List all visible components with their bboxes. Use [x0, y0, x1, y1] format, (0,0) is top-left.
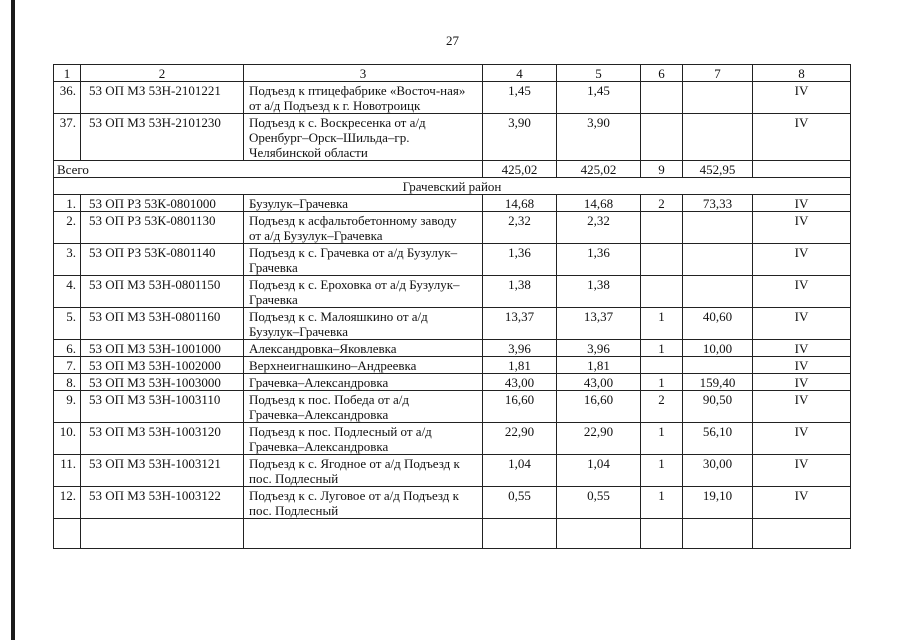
cell-col6: 1	[641, 308, 683, 340]
road-code: 53 ОП МЗ 53Н-1003000	[81, 374, 244, 391]
table-row	[54, 374, 851, 391]
table-row	[54, 212, 851, 244]
cell-col5: 14,68	[557, 195, 641, 212]
cell-col8: IV	[753, 212, 851, 244]
road-code: 53 ОП МЗ 53Н-1003121	[81, 455, 244, 487]
cell-col6: 2	[641, 391, 683, 423]
road-name: Грачевка–Александровка	[244, 374, 483, 391]
table-row	[54, 195, 851, 212]
table-row	[54, 244, 851, 276]
cell-col6: 2	[641, 195, 683, 212]
road-name: Верхнеигнашкино–Андреевка	[244, 357, 483, 374]
cell-col5: 1,04	[557, 455, 641, 487]
total-label: Всего	[54, 161, 483, 178]
table-row	[54, 340, 851, 357]
cell-col6	[641, 212, 683, 244]
cell-col8: IV	[753, 82, 851, 114]
roads-table	[53, 64, 851, 549]
cell-col5: 1,36	[557, 244, 641, 276]
cell-col5: 1,38	[557, 276, 641, 308]
row-number: 1.	[54, 195, 81, 212]
cell-col7: 40,60	[683, 308, 753, 340]
cell-col7	[683, 276, 753, 308]
cell-col5: 3,96	[557, 340, 641, 357]
cell-col5: 22,90	[557, 423, 641, 455]
cell-col5: 1,45	[557, 82, 641, 114]
cell-col5: 13,37	[557, 308, 641, 340]
road-name: Подъезд к с. Ероховка от а/д Бузулук– Грачевка	[244, 276, 483, 308]
cell-col7: 90,50	[683, 391, 753, 423]
header-cell: 4	[483, 65, 557, 82]
road-name: Подъезд к птицефабрике «Восточ-ная» от а/д Подъезд к г. Новотроицк	[244, 82, 483, 114]
row-number: 10.	[54, 423, 81, 455]
road-code: 53 ОП РЗ 53К-0801000	[81, 195, 244, 212]
empty-cell	[753, 519, 851, 549]
row-number: 7.	[54, 357, 81, 374]
empty-cell	[81, 519, 244, 549]
cell-col8: IV	[753, 195, 851, 212]
cell-col4: 3,90	[483, 114, 557, 161]
row-number: 6.	[54, 340, 81, 357]
empty-cell	[641, 519, 683, 549]
cell-col8: IV	[753, 114, 851, 161]
cell-col6	[641, 82, 683, 114]
road-name: Подъезд к с. Луговое от а/д Подъезд к пос. Подлесный	[244, 487, 483, 519]
table-row	[54, 391, 851, 423]
cell-col5: 16,60	[557, 391, 641, 423]
header-cell: 2	[81, 65, 244, 82]
row-number: 3.	[54, 244, 81, 276]
cell-col7: 30,00	[683, 455, 753, 487]
road-code: 53 ОП МЗ 53Н-0801150	[81, 276, 244, 308]
road-code: 53 ОП МЗ 53Н-0801160	[81, 308, 244, 340]
total-col8	[753, 161, 851, 178]
empty-cell	[244, 519, 483, 549]
table-row	[54, 276, 851, 308]
cell-col6	[641, 357, 683, 374]
empty-cell	[557, 519, 641, 549]
cell-col5: 1,81	[557, 357, 641, 374]
table-row	[54, 82, 851, 114]
table-row	[54, 455, 851, 487]
cell-col8: IV	[753, 455, 851, 487]
header-cell: 6	[641, 65, 683, 82]
total-col5: 425,02	[557, 161, 641, 178]
page-edge-bar	[11, 0, 15, 640]
total-row	[54, 161, 851, 178]
road-name: Подъезд к асфальтобетонному заводу от а/д Бузулук–Грачевка	[244, 212, 483, 244]
road-code: 53 ОП МЗ 53Н-2101221	[81, 82, 244, 114]
table-row	[54, 423, 851, 455]
cell-col7	[683, 244, 753, 276]
cell-col7	[683, 114, 753, 161]
cell-col8: IV	[753, 244, 851, 276]
cell-col4: 14,68	[483, 195, 557, 212]
road-name: Бузулук–Грачевка	[244, 195, 483, 212]
cell-col8: IV	[753, 340, 851, 357]
road-name: Подъезд к с. Воскресенка от а/д Оренбург–Орск–Шильда–гр. Челябинской области	[244, 114, 483, 161]
cell-col7: 10,00	[683, 340, 753, 357]
cell-col5: 2,32	[557, 212, 641, 244]
cell-col8: IV	[753, 391, 851, 423]
cell-col6: 1	[641, 455, 683, 487]
road-code: 53 ОП МЗ 53Н-1003122	[81, 487, 244, 519]
table-row-blank	[54, 519, 851, 549]
total-col6: 9	[641, 161, 683, 178]
header-cell: 8	[753, 65, 851, 82]
row-number: 11.	[54, 455, 81, 487]
empty-cell	[483, 519, 557, 549]
cell-col8: IV	[753, 487, 851, 519]
cell-col4: 13,37	[483, 308, 557, 340]
cell-col5: 43,00	[557, 374, 641, 391]
road-name: Подъезд к с. Ягодное от а/д Подъезд к пос. Подлесный	[244, 455, 483, 487]
total-col7: 452,95	[683, 161, 753, 178]
cell-col4: 1,36	[483, 244, 557, 276]
cell-col4: 2,32	[483, 212, 557, 244]
cell-col7: 159,40	[683, 374, 753, 391]
cell-col6: 1	[641, 374, 683, 391]
district-title: Грачевский район	[54, 178, 851, 195]
table-row	[54, 114, 851, 161]
row-number: 9.	[54, 391, 81, 423]
cell-col7: 56,10	[683, 423, 753, 455]
cell-col4: 1,04	[483, 455, 557, 487]
cell-col5: 0,55	[557, 487, 641, 519]
empty-cell	[54, 519, 81, 549]
total-col4: 425,02	[483, 161, 557, 178]
cell-col6: 1	[641, 423, 683, 455]
row-number: 12.	[54, 487, 81, 519]
table-row	[54, 487, 851, 519]
cell-col7: 19,10	[683, 487, 753, 519]
district-header-row	[54, 178, 851, 195]
row-number: 8.	[54, 374, 81, 391]
road-code: 53 ОП МЗ 53Н-1002000	[81, 357, 244, 374]
road-name: Александровка–Яковлевка	[244, 340, 483, 357]
cell-col6: 1	[641, 487, 683, 519]
cell-col4: 1,45	[483, 82, 557, 114]
table-row	[54, 308, 851, 340]
cell-col6: 1	[641, 340, 683, 357]
cell-col4: 3,96	[483, 340, 557, 357]
table-row	[54, 357, 851, 374]
cell-col8: IV	[753, 357, 851, 374]
cell-col6	[641, 114, 683, 161]
row-number: 36.	[54, 82, 81, 114]
cell-col5: 3,90	[557, 114, 641, 161]
cell-col4: 0,55	[483, 487, 557, 519]
cell-col4: 1,38	[483, 276, 557, 308]
cell-col4: 22,90	[483, 423, 557, 455]
cell-col4: 16,60	[483, 391, 557, 423]
row-number: 2.	[54, 212, 81, 244]
header-cell: 7	[683, 65, 753, 82]
header-cell: 3	[244, 65, 483, 82]
road-code: 53 ОП МЗ 53Н-2101230	[81, 114, 244, 161]
header-cell: 1	[54, 65, 81, 82]
cell-col4: 43,00	[483, 374, 557, 391]
cell-col7	[683, 82, 753, 114]
road-code: 53 ОП РЗ 53К-0801140	[81, 244, 244, 276]
row-number: 5.	[54, 308, 81, 340]
road-code: 53 ОП РЗ 53К-0801130	[81, 212, 244, 244]
cell-col6	[641, 276, 683, 308]
cell-col8: IV	[753, 374, 851, 391]
road-code: 53 ОП МЗ 53Н-1003110	[81, 391, 244, 423]
page-number: 27	[446, 33, 459, 48]
cell-col7	[683, 357, 753, 374]
row-number: 4.	[54, 276, 81, 308]
row-number: 37.	[54, 114, 81, 161]
road-code: 53 ОП МЗ 53Н-1001000	[81, 340, 244, 357]
road-name: Подъезд к пос. Победа от а/д Грачевка–Александровка	[244, 391, 483, 423]
road-name: Подъезд к с. Малояшкино от а/д Бузулук–Грачевка	[244, 308, 483, 340]
road-code: 53 ОП МЗ 53Н-1003120	[81, 423, 244, 455]
cell-col8: IV	[753, 308, 851, 340]
cell-col4: 1,81	[483, 357, 557, 374]
cell-col8: IV	[753, 423, 851, 455]
cell-col6	[641, 244, 683, 276]
road-name: Подъезд к с. Грачевка от а/д Бузулук–Грачевка	[244, 244, 483, 276]
column-number-row	[54, 65, 851, 82]
header-cell: 5	[557, 65, 641, 82]
cell-col7	[683, 212, 753, 244]
road-name: Подъезд к пос. Подлесный от а/д Грачевка–Александровка	[244, 423, 483, 455]
cell-col8: IV	[753, 276, 851, 308]
cell-col7: 73,33	[683, 195, 753, 212]
empty-cell	[683, 519, 753, 549]
